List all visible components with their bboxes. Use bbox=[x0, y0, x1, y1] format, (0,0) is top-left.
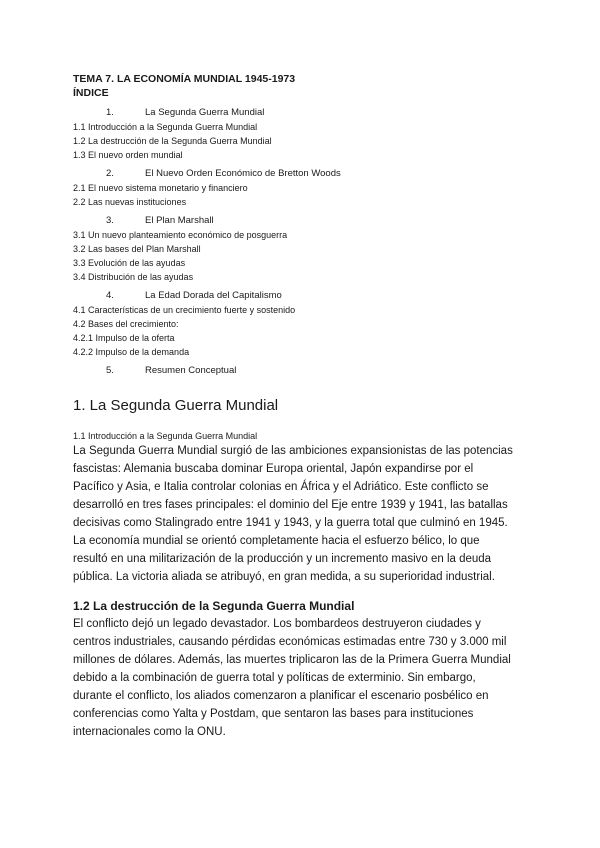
toc-item: 1.1 Introducción a la Segunda Guerra Mundial bbox=[73, 122, 258, 132]
toc-item: 1.2 La destrucción de la Segunda Guerra Mundial bbox=[73, 136, 272, 146]
toc-item: 2.1 El nuevo sistema monetario y financiero bbox=[73, 183, 248, 193]
toc-item: 4.2 Bases del crecimiento: bbox=[73, 319, 179, 329]
toc-item: 4.2.2 Impulso de la demanda bbox=[73, 347, 190, 357]
table-of-contents bbox=[73, 106, 513, 378]
toc-heading-label: El Plan Marshall bbox=[145, 215, 214, 226]
toc-number: 3. bbox=[106, 215, 114, 226]
toc-item: 3.4 Distribución de las ayudas bbox=[73, 272, 194, 282]
toc-section bbox=[73, 106, 513, 162]
toc-heading bbox=[73, 364, 513, 378]
toc-number: 2. bbox=[106, 168, 114, 179]
toc-heading-label: La Edad Dorada del Capitalismo bbox=[145, 290, 282, 301]
document-title: TEMA 7. LA ECONOMÍA MUNDIAL 1945-1973 bbox=[73, 73, 296, 85]
toc-item: 1.3 El nuevo orden mundial bbox=[73, 150, 183, 160]
index-title: ÍNDICE bbox=[73, 87, 109, 99]
toc-item: 3.2 Las bases del Plan Marshall bbox=[73, 244, 201, 254]
toc-heading bbox=[73, 106, 513, 120]
toc-number: 4. bbox=[106, 290, 114, 301]
toc-section bbox=[73, 289, 513, 359]
subsection-title: 1.1 Introducción a la Segunda Guerra Mundial bbox=[73, 431, 258, 441]
toc-item: 4.2.1 Impulso de la oferta bbox=[73, 333, 175, 343]
toc-section bbox=[73, 364, 513, 378]
toc-heading-label: El Nuevo Orden Económico de Bretton Woods bbox=[145, 168, 341, 179]
toc-heading bbox=[73, 214, 513, 228]
document-page bbox=[73, 72, 513, 741]
toc-item: 4.1 Características de un crecimiento fuerte y sostenido bbox=[73, 305, 296, 315]
toc-heading-label: Resumen Conceptual bbox=[145, 365, 237, 376]
toc-heading bbox=[73, 167, 513, 181]
toc-item: 3.1 Un nuevo planteamiento económico de posguerra bbox=[73, 230, 288, 240]
toc-heading bbox=[73, 289, 513, 303]
toc-item: 2.2 Las nuevas instituciones bbox=[73, 197, 187, 207]
toc-item: 3.3 Evolución de las ayudas bbox=[73, 258, 186, 268]
subsection-title: 1.2 La destrucción de la Segunda Guerra Mundial bbox=[73, 599, 355, 613]
toc-number: 5. bbox=[106, 365, 114, 376]
toc-number: 1. bbox=[106, 107, 114, 118]
toc-section bbox=[73, 214, 513, 284]
section-heading: 1. La Segunda Guerra Mundial bbox=[73, 397, 279, 414]
paragraph: El conflicto dejó un legado devastador. Los bombardeos destruyeron ciudades y centros industriales, causando pérdidas económicas estimadas entre 730 y 3.000 mil millones de dólares. Además, las muertes triplicaron las de la Primera Guerra Mundial debido a la combinación de guerra total y políticas de exterminio. Sin embargo, durante el conflicto, los aliados comenzaron a planificar el escenario posbélico en conferencias como Yalta y Postdam, que sentaron las bases para instituciones internacionales como la ONU. bbox=[73, 618, 511, 738]
toc-section bbox=[73, 167, 513, 209]
toc-heading-label: La Segunda Guerra Mundial bbox=[145, 107, 265, 118]
paragraph: La Segunda Guerra Mundial surgió de las ambiciones expansionistas de las potencias fascistas: Alemania buscaba dominar Europa oriental, Japón expandirse por el Pacífico y Asia, e Italia controlar colonias en África y el Adriático. Este conflicto se desarrolló en tres fases principales: el dominio del Eje entre 1939 y 1941, las batallas decisivas como Stalingrado entre 1941 y 1943, y la guerra total que culminó en 1945. La economía mundial se orientó completamente hacia el esfuerzo bélico, lo que resultó en una militarización de la producción y un incremento masivo en la deuda pública. La victoria aliada se atribuyó, en gran medida, a su superioridad industrial. bbox=[73, 445, 513, 583]
